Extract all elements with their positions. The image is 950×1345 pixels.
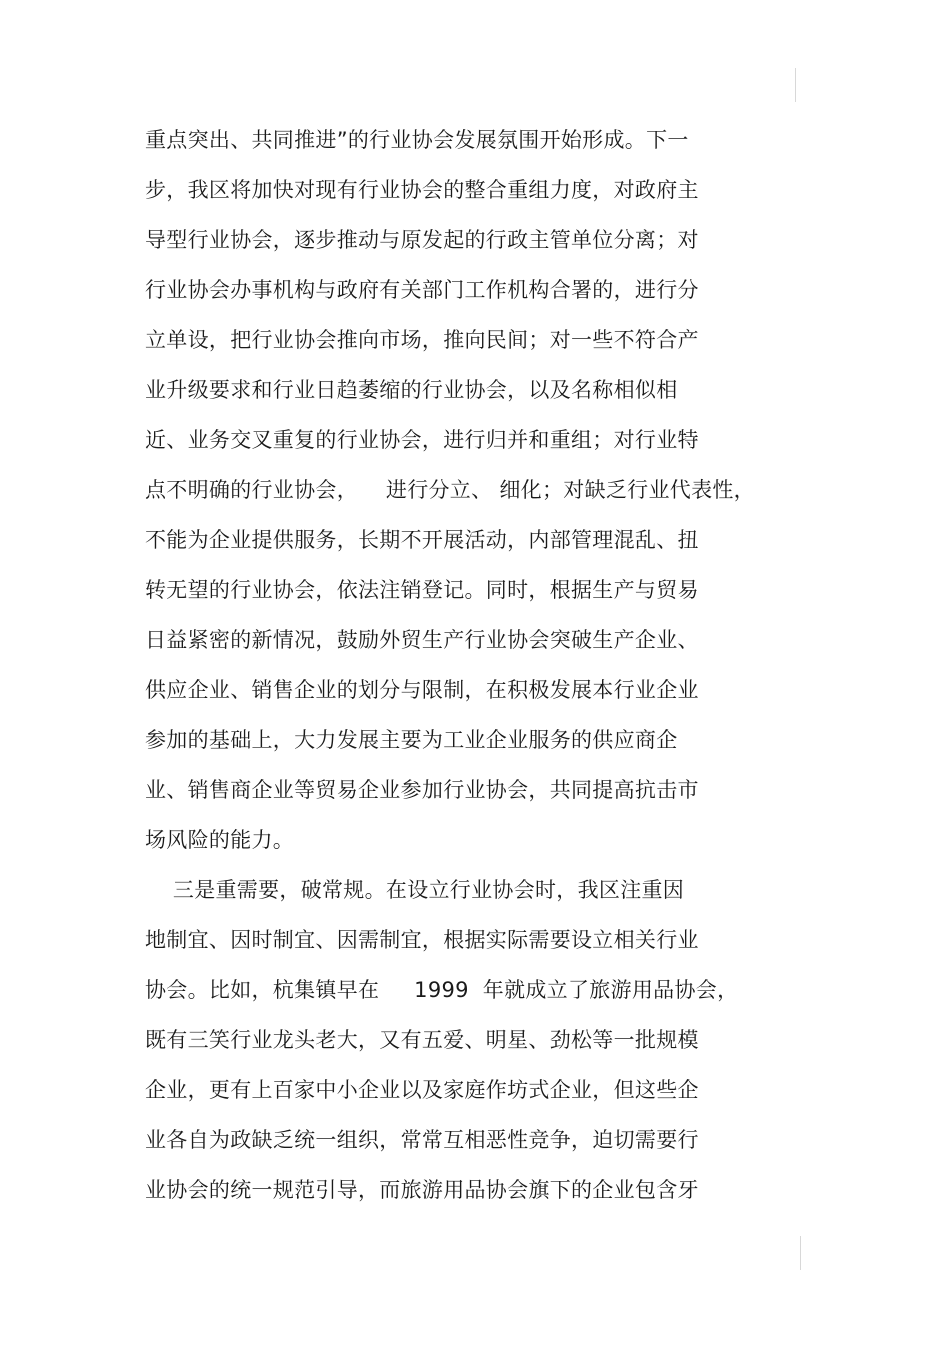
text-line: 业、销售商企业等贸易企业参加行业协会，共同提高抗击市 xyxy=(145,778,699,802)
text-line: 企业，更有上百家中小企业以及家庭作坊式企业，但这些企 xyxy=(145,1078,699,1102)
text-line: 步，我区将加快对现有行业协会的整合重组力度，对政府主 xyxy=(145,178,699,202)
text-line: 业各自为政缺乏统一组织，常常互相恶性竞争，迫切需要行 xyxy=(145,1128,699,1152)
text-line: 场风险的能力。 xyxy=(145,828,295,852)
page-margin-mark-top xyxy=(795,68,796,102)
text-line: 行业协会办事机构与政府有关部门工作机构合署的，进行分 xyxy=(145,278,699,302)
paragraph-start-line: 三是重需要，破常规。在设立行业协会时，我区注重因 xyxy=(145,878,685,902)
text-line: 导型行业协会，逐步推动与原发起的行政主管单位分离；对 xyxy=(145,228,699,252)
text-line: 近、业务交叉重复的行业协会，进行归并和重组；对行业特 xyxy=(145,428,699,452)
text-line: 既有三笑行业龙头老大，又有五爱、明星、劲松等一批规模 xyxy=(145,1028,699,1052)
text-line: 业协会的统一规范引导，而旅游用品协会旗下的企业包含牙 xyxy=(145,1178,699,1202)
text-line: 参加的基础上，大力发展主要为工业企业服务的供应商企 xyxy=(145,728,678,752)
text-line: 立单设，把行业协会推向市场，推向民间；对一些不符合产 xyxy=(145,328,699,352)
text-line: 转无望的行业协会，依法注销登记。同时，根据生产与贸易 xyxy=(145,578,699,602)
text-line: 日益紧密的新情况，鼓励外贸生产行业协会突破生产企业、 xyxy=(145,628,699,652)
text-line: 供应企业、销售企业的划分与限制，在积极发展本行业企业 xyxy=(145,678,699,702)
text-line: 重点突出、共同推进”的行业协会发展氛围开始形成。下一 xyxy=(145,128,689,152)
text-line: 点不明确的行业协会， 进行分立、 细化；对缺乏行业代表性， xyxy=(145,478,755,502)
page-margin-mark-bottom xyxy=(800,1236,801,1270)
text-line: 业升级要求和行业日趋萎缩的行业协会，以及名称相似相 xyxy=(145,378,678,402)
text-line: 地制宜、因时制宜、因需制宜，根据实际需要设立相关行业 xyxy=(145,928,699,952)
text-line: 不能为企业提供服务，长期不开展活动，内部管理混乱、扭 xyxy=(145,528,699,552)
text-line: 协会。比如，杭集镇早在 1999 年就成立了旅游用品协会， xyxy=(145,978,739,1002)
